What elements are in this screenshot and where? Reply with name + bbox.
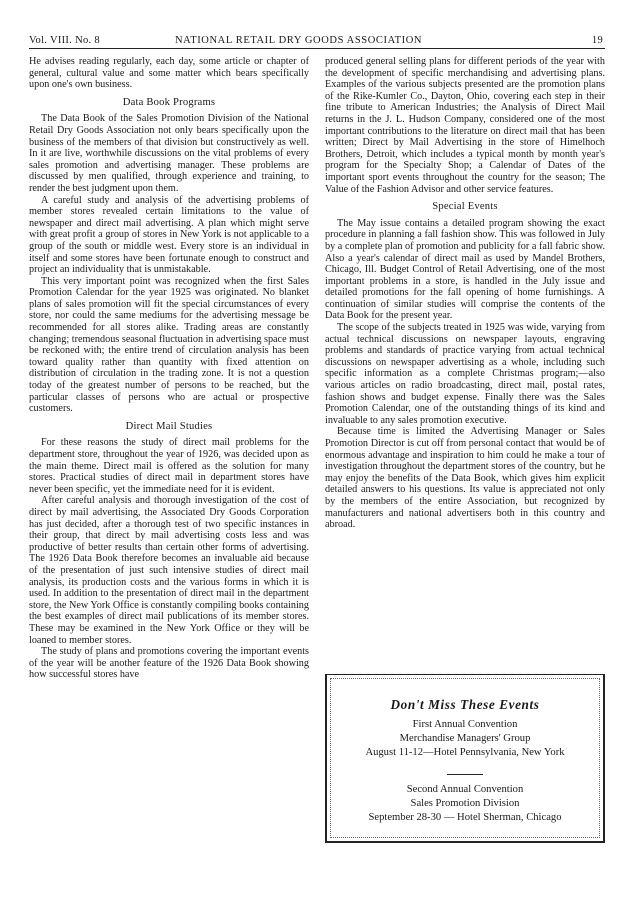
paragraph: produced general selling plans for different periods of the year with the development of specific merchandising and advertising plans. Examples of the various subjects presented are the promotion plans of the Rike-Kumler Co., Dayton, Ohio, covering each step in their fine tribute to American Industries; the Analysis of Direct Mail returns in the J. L. Hudson Company, considered one of the most important contributions to the literature on direct mail that has been written; Direct by Mail Advertising in the store of Himelhoch Brothers, Detroit, which includes a typical month by month year's program for the Specialty Shop; a Calendar of Dates of the important sport events throughout the country for the season; The Value of the Fashion Advisor and other service features. — [325, 56, 605, 195]
event2-name: Second Annual Convention — [406, 784, 524, 795]
section-heading-direct-mail-studies: Direct Mail Studies — [125, 420, 213, 432]
section-heading-special-events: Special Events — [432, 201, 498, 213]
event2-group: Sales Promotion Division — [410, 798, 520, 809]
publication-title: NATIONAL RETAIL DRY GOODS ASSOCIATION — [175, 35, 423, 46]
paragraph: Because time is limited the Advertising Manager or Sales Promotion Director is cut off from personal contact that would be of enormous advantage and inspiration to him could he make a tour of investigation throughout the department stores of the country, but he may enjoy the benefits of the Data Book, which gives him explicit detailed answers to his questions. Its value is appreciated not only by the members of the entire Association, but recognized by manufacturers and national advertisers both in this country and abroad. — [325, 426, 605, 531]
paragraph: After careful analysis and thorough investigation of the cost of direct by mail advertising, the Associated Dry Goods Corporation has just decided, after a thorough test of two specific instances in their group, that direct by mail advertising costs less and was productive of better results than certain other forms of advertising. The 1926 Data Book therefore becomes an invaluable aid because of the presentation of just such intensive studies of direct mail analysis, its production costs and the various forms in which it is used. In addition to the presentation of direct mail in the department store, the New York Office is constantly compiling books containing the best examples of direct mail publications of its member stores. These may be examined in the New York Office or they will be loaned to member stores. — [29, 495, 309, 646]
paragraph: The study of plans and promotions covering the important events of the year will be another feature of the 1926 Data Book showing how successful stores have — [29, 646, 309, 681]
event1-name: First Annual Convention — [412, 719, 518, 730]
event2-details: September 28-30 — Hotel Sherman, Chicago — [368, 812, 562, 823]
running-header — [29, 33, 605, 49]
event1-details: August 11-12—Hotel Pennsylvania, New York — [365, 747, 565, 758]
volume-label: Vol. VIII. No. 8 — [29, 35, 100, 46]
paragraph: A careful study and analysis of the advertising problems of member stores revealed certain limitations to the value of newspaper and direct mail advertising. A plan which might serve with great profit a group of stores in New York is not applicable to a group of the south or middle west. Every store is an individual in itself and some stores have been fortunate enough to construct and project an individuality that is unmistakable. — [29, 194, 309, 276]
right-column — [325, 56, 605, 531]
events-box — [325, 674, 605, 843]
paragraph: He advises reading regularly, each day, some article or chapter of general, cultural value and some matter which bears specifically upon one's own business. — [29, 56, 309, 91]
paragraph: For these reasons the study of direct mail problems for the department store, throughout the year of 1926, was decided upon as the main theme. Direct mail is offered as the solution for many stores. Practical studies of direct mail in department stores have never been specific, yet the immediate need for it is evident. — [29, 437, 309, 495]
section-heading-data-book-programs: Data Book Programs — [122, 96, 216, 108]
paragraph: The scope of the subjects treated in 1925 was wide, varying from actual technical discussions on newspaper layouts, engraving problems and standards of practice varying from actual technical discussions on newspaper advertising as a whole, including such specific information as a complete Christmas program;—also various articles on radio broadcasting, direct mail, postal rates, fashion shows and budget expense. Finally there was the Sales Promotion Calendar, one of the outstanding things of its kind and invaluable to any sales promotion executive. — [325, 322, 605, 426]
paragraph: This very important point was recognized when the first Sales Promotion Calendar for the year 1925 was originated. No blanket plans of sales promotion will fit the special circumstances of every store, nor could the same mediums for the advertising message be recommended for all stores alike. Trading areas are constantly changing; tremendous seasonal fluctuation in advertising space must be reckoned with; the entire trend of circulation analysis has been toward quality rather than quantity with fixed attention on distribution of circulation in the trading zone. It is not a question today of the greatest number of persons to be reached, but the particular classes of persons who are actual or prospective customers. — [29, 275, 309, 415]
events-box-inner-border — [330, 678, 600, 838]
paragraph: The Data Book of the Sales Promotion Division of the National Retail Dry Goods Association not only bears specifically upon the business of the members of that division but constructively as well. In it are live, worthwhile discussions on the vital problems of every sales promotion and advertising manager. These problems are discussed by men qualified, through experience and training, to render the best judgment upon them. — [29, 113, 309, 194]
left-column — [29, 56, 309, 681]
page-number: 19 — [591, 35, 603, 46]
events-box-title: Don't Miss These Events — [390, 697, 540, 712]
event1-group: Merchandise Managers' Group — [399, 733, 531, 744]
paragraph: The May issue contains a detailed program showing the exact procedure in planning a fall fashion show. This was followed in July by a complete plan of promotion and publicity for a fall fabric show. Also a year's calendar of direct mail as used by Mandel Brothers, Chicago, Ill. Budget Control of Retail Advertising, one of the most important problems in a store, is handled in the July issue and detailed promotions for the fall opening of home furnishings. A continuation of similar studies will comprise the contents of the Data Book for the present year. — [325, 217, 605, 322]
